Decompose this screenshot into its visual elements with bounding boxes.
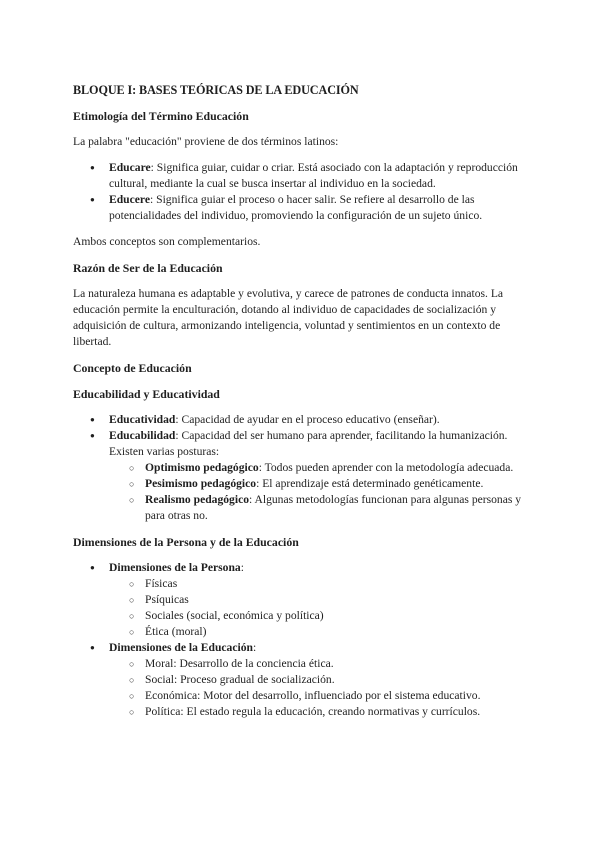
definition: : Algunas metodologías funcionan para algunas personas y para otras no.: [145, 493, 522, 522]
document-title: BLOQUE I: BASES TEÓRICAS DE LA EDUCACIÓN: [73, 83, 359, 97]
persona-sublist: [109, 576, 533, 640]
dimensiones-list: [73, 560, 533, 720]
sub-list-item: ○ Moral: Desarrollo de la conciencia ética.: [109, 656, 533, 672]
term: Educare: [109, 161, 151, 174]
sub-list-item: ○ Psíquicas: [109, 592, 533, 608]
sub-list-item: ○ Ética (moral): [109, 624, 533, 640]
section-heading-etimologia: Etimología del Término Educación: [73, 109, 249, 123]
term: Realismo pedagógico: [145, 493, 250, 506]
definition: : Capacidad del ser humano para aprender, facilitando la humanización. Existen varias posturas:: [109, 429, 508, 458]
term: Dimensiones de la Educación: [109, 641, 253, 654]
term: Educere: [109, 193, 151, 206]
sub-list-item: ○ Sociales (social, económica y política): [109, 608, 533, 624]
definition: : Significa guiar, cuidar o criar. Está asociado con la adaptación y reproducción cultural, mediante la cual se busca insertar al individuo en la sociedad.: [109, 161, 518, 190]
list-item: [73, 160, 533, 192]
list-item: [73, 412, 533, 428]
list-item: [73, 428, 533, 524]
term: Dimensiones de la Persona: [109, 561, 241, 574]
sub-list-item: [109, 476, 533, 492]
sub-list-item: [109, 492, 533, 524]
etimologia-list: [73, 160, 533, 224]
term: Educatividad: [109, 413, 176, 426]
postures-list: [109, 460, 533, 524]
definition: : Capacidad de ayudar en el proceso educativo (enseñar).: [175, 413, 440, 426]
etimologia-closing: Ambos conceptos son complementarios.: [73, 235, 261, 248]
section-heading-concepto: Concepto de Educación: [73, 361, 192, 375]
etimologia-intro: La palabra "educación" proviene de dos términos latinos:: [73, 135, 339, 148]
suffix: :: [240, 561, 244, 574]
sub-list-item: ○ Política: El estado regula la educación, creando normativas y currículos.: [109, 704, 533, 720]
section-heading-educabilidad: Educabilidad y Educatividad: [73, 387, 220, 401]
document-page: [73, 82, 533, 730]
suffix: :: [252, 641, 257, 654]
educabilidad-list: [73, 412, 533, 524]
definition: : Significa guiar el proceso o hacer salir. Se refiere al desarrollo de las potencialidades del individuo, promoviendo la configuración de un sujeto único.: [109, 193, 483, 222]
term: Educabilidad: [109, 429, 176, 442]
sub-list-item: ○ Social: Proceso gradual de socialización.: [109, 672, 533, 688]
educacion-sublist: [109, 656, 533, 720]
list-item: [73, 560, 533, 640]
list-item: [73, 640, 533, 720]
term: Pesimismo pedagógico: [145, 477, 257, 490]
definition: : El aprendizaje está determinado genéticamente.: [256, 477, 484, 490]
sub-list-item: [109, 460, 533, 476]
term: Optimismo pedagógico: [145, 461, 259, 474]
section-heading-razon: Razón de Ser de la Educación: [73, 261, 223, 275]
sub-list-item: ○ Económica: Motor del desarrollo, influenciado por el sistema educativo.: [109, 688, 533, 704]
razon-paragraph: La naturaleza humana es adaptable y evolutiva, y carece de patrones de conducta innatos. La educación permite la enculturación, dotando al individuo de capacidades de socialización y adquisición de cultura, armonizando inteligencia, voluntad y sentimientos en un contexto de libertad.: [73, 287, 504, 348]
section-heading-dimensiones: Dimensiones de la Persona y de la Educación: [73, 535, 299, 549]
list-item: [73, 192, 533, 224]
sub-list-item: ○ Físicas: [109, 576, 533, 592]
definition: : Todos pueden aprender con la metodología adecuada.: [258, 461, 514, 474]
